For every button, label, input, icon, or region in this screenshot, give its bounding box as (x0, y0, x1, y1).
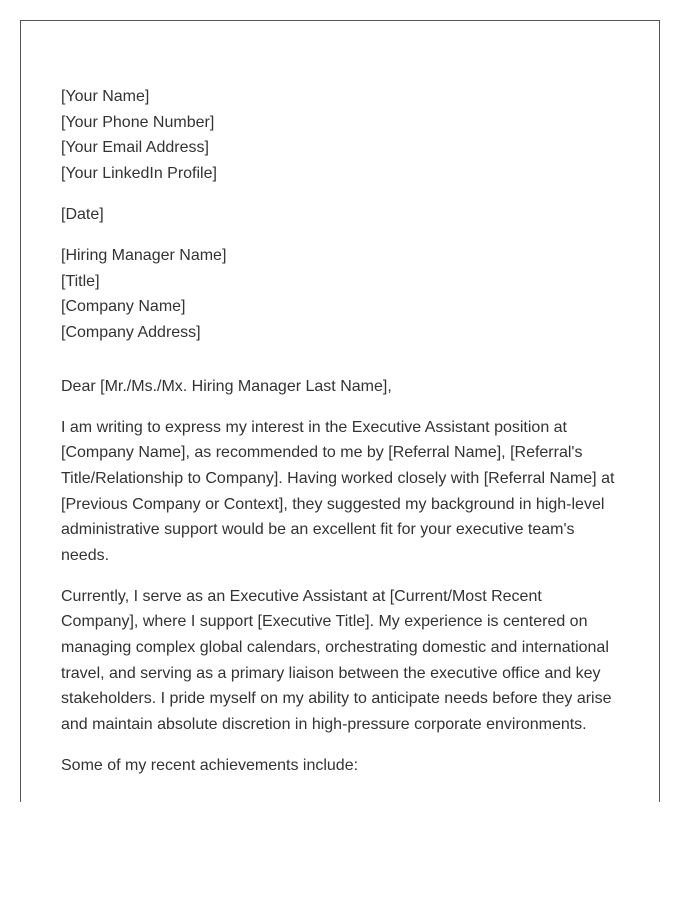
paragraph-line: and maintain absolute discretion in high-pressure corporate environments. (61, 715, 587, 733)
paragraph-1 (61, 415, 626, 569)
sender-block (61, 84, 626, 186)
recipient-title: [Title] (61, 272, 100, 290)
paragraph-line: needs. (61, 546, 110, 564)
paragraph-line: administrative support would be an excellent fit for your executive team's (61, 521, 575, 539)
letter-date: [Date] (61, 205, 104, 223)
recipient-block (61, 243, 626, 345)
letter-page (20, 20, 660, 802)
spacer (61, 568, 626, 584)
paragraph-line: I am writing to express my interest in the Executive Assistant position at (61, 418, 567, 436)
recipient-address: [Company Address] (61, 323, 201, 341)
letter-content (61, 84, 626, 779)
sender-email: [Your Email Address] (61, 139, 209, 157)
paragraph-line: travel, and serving as a primary liaison between the executive office and key (61, 664, 601, 682)
paragraph-line: Title/Relationship to Company]. Having worked closely with [Referral Name] at (61, 469, 615, 487)
paragraph-line: [Company Name], as recommended to me by [Referral Name], [Referral's (61, 444, 583, 462)
date-block (61, 202, 626, 228)
spacer (61, 346, 626, 374)
paragraph-line: stakeholders. I pride myself on my ability to anticipate needs before they arise (61, 690, 612, 708)
recipient-company: [Company Name] (61, 298, 186, 316)
paragraph-2 (61, 584, 626, 738)
paragraph-line: managing complex global calendars, orchestrating domestic and international (61, 639, 609, 657)
sender-phone: [Your Phone Number] (61, 113, 215, 131)
paragraph-line: Company], where I support [Executive Title]. My experience is centered on (61, 613, 588, 631)
paragraph-line: [Previous Company or Context], they suggested my background in high-level (61, 495, 605, 513)
spacer (61, 399, 626, 415)
spacer (61, 737, 626, 753)
spacer (61, 228, 626, 244)
paragraph-line: Currently, I serve as an Executive Assistant at [Current/Most Recent (61, 587, 542, 605)
salutation-block (61, 374, 626, 400)
paragraph-3 (61, 753, 626, 779)
sender-linkedin: [Your LinkedIn Profile] (61, 164, 217, 182)
recipient-name: [Hiring Manager Name] (61, 247, 227, 265)
salutation: Dear [Mr./Ms./Mx. Hiring Manager Last Name], (61, 377, 392, 395)
paragraph-line: Some of my recent achievements include: (61, 757, 359, 775)
spacer (61, 186, 626, 202)
sender-name: [Your Name] (61, 88, 150, 105)
